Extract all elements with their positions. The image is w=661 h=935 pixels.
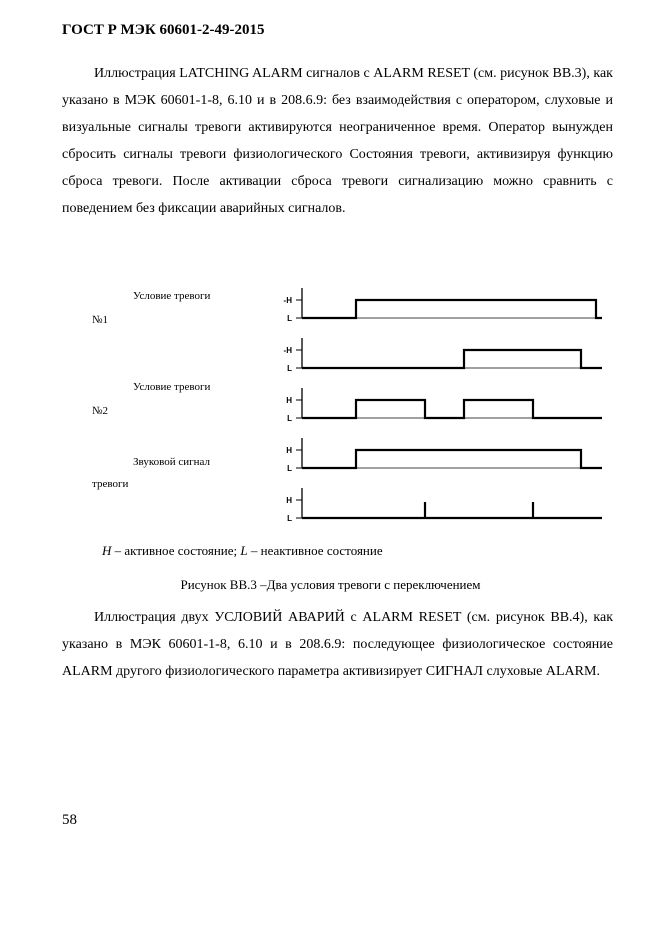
signal-trace <box>302 350 602 368</box>
paragraph-intro: Иллюстрация LATCHING ALARM сигналов с ALARM RESET (см. рисунок ВВ.3), как указано в МЭК 60601-1-8, 6.10 и в 208.6.9: без взаимодействия с оператором, слуховые и визуальные сигналы тревоги активируются неограниченное время. Оператор вынужден сбросить сигналы тревоги физиологического Состояния тревоги, активизируя функцию сброса тревоги. После активации сброса тревоги сигнализацию можно сравнить с поведением без фиксации аварийных сигналов. <box>62 66 613 216</box>
tick-label-l: L <box>287 514 292 523</box>
signal-trace <box>302 400 602 418</box>
tick-label-h: H <box>286 446 292 455</box>
paragraph-two-conditions: Иллюстрация двух УСЛОВИЙ АВАРИЙ с ALARM RESET (см. рисунок ВВ.4), как указано в МЭК 60601-1-8, 6.10 и в 208.6.9: последующее физиологическое состояние ALARM другого физиологического параметра активизирует СИГНАЛ слуховые ALARM. <box>62 610 613 679</box>
signal-trace <box>302 450 602 468</box>
tick-label-h: -H <box>283 346 292 355</box>
tick-label-l: L <box>287 414 292 423</box>
tick-label-h: H <box>286 496 292 505</box>
signal-trace <box>302 300 602 318</box>
figure-caption: Рисунок ВВ.3 –Два условия тревоги с переключением <box>180 577 481 592</box>
label-alarm-condition-1-number: №1 <box>92 314 108 326</box>
tick-label-h: -H <box>283 296 292 305</box>
label-alarm-condition-1: Условие тревоги <box>133 290 211 302</box>
label-audible-alarm: Звуковой сигнал <box>133 456 211 468</box>
label-alarm-condition-2-number: №2 <box>92 405 108 417</box>
tick-label-l: L <box>287 364 292 373</box>
figure-legend <box>102 543 383 559</box>
legend-h-symbol: H <box>102 543 112 558</box>
label-alarm-condition-2: Условие тревоги <box>133 381 211 393</box>
legend-l-text: – неактивное состояние <box>247 543 383 558</box>
page-number: 58 <box>62 812 77 828</box>
tick-label-l: L <box>287 464 292 473</box>
legend-l-symbol: L <box>240 543 248 558</box>
tick-label-l: L <box>287 314 292 323</box>
legend-h-text: – активное состояние; <box>111 543 241 558</box>
tick-label-h: H <box>286 396 292 405</box>
label-audible-alarm-cont: тревоги <box>92 478 129 490</box>
document-header: ГОСТ Р МЭК 60601-2-49-2015 <box>62 22 265 38</box>
